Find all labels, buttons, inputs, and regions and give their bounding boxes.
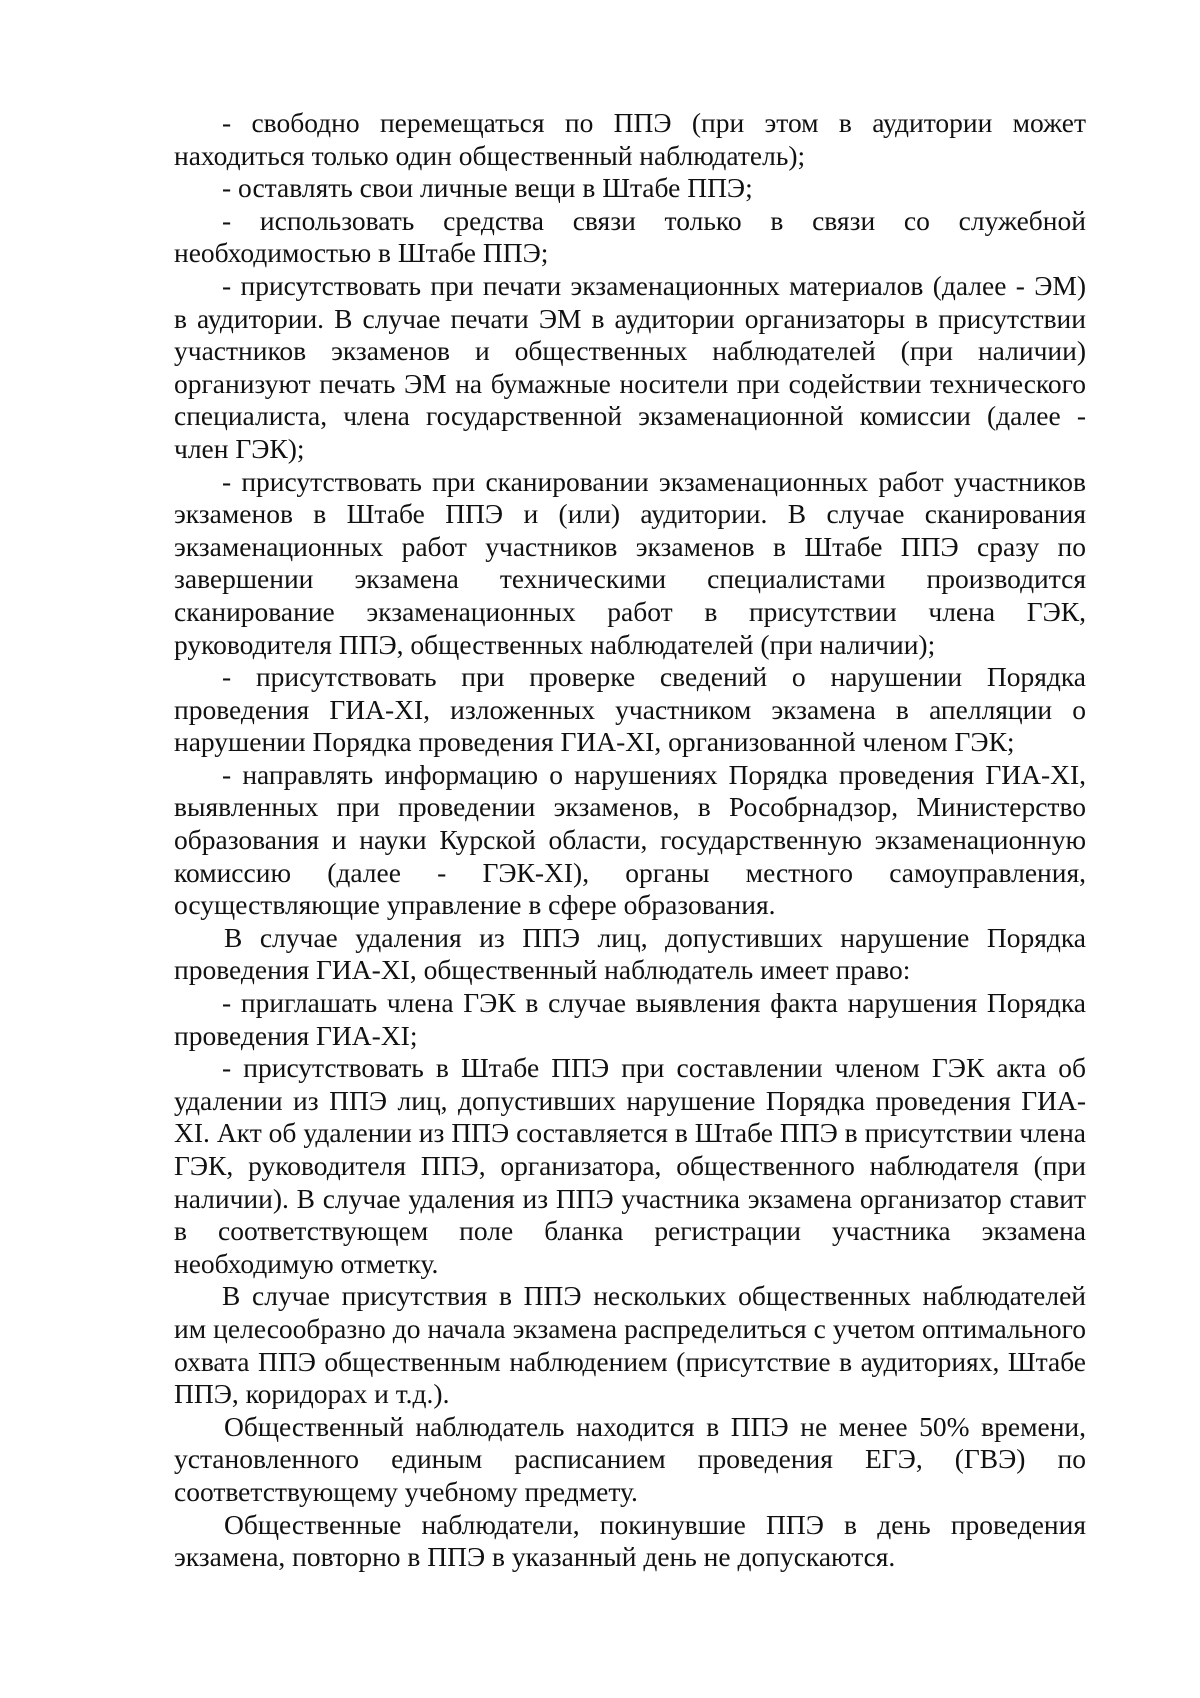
paragraph-multiple-observers: В случае присутствия в ППЭ нескольких общественных наблюдателей им целесообразно до начала экзамена распределиться с учетом оптимального охвата ППЭ общественным наблюдением (присутствие в аудиториях, Штабе ППЭ, коридорах и т.д.). bbox=[174, 1280, 1086, 1410]
paragraph-invite-gek-member: - приглашать члена ГЭК в случае выявления факта нарушения Порядка проведения ГИА-XI; bbox=[174, 987, 1086, 1051]
paragraph-time-presence: Общественный наблюдатель находится в ППЭ не менее 50% времени, установленного единым расписанием проведения ЕГЭ, (ГВЭ) по соответствующему учебному предмету. bbox=[174, 1410, 1086, 1507]
paragraph-communication-devices: - использовать средства связи только в связи со служебной необходимостью в Штабе ППЭ; bbox=[174, 204, 1086, 269]
paragraph-removal-rights: В случае удаления из ППЭ лиц, допустивших нарушение Порядка проведения ГИА-XI, общественный наблюдатель имеет право: bbox=[174, 921, 1086, 986]
paragraph-printing-materials: - присутствовать при печати экзаменационных материалов (далее - ЭМ) в аудитории. В случае печати ЭМ в аудитории организаторы в присутствии участников экзаменов и общественных наблюдателей (при наличии) организуют печать ЭМ на бумажные носители при содействии технического специалиста, члена государственной экзаменационной комиссии (далее - член ГЭК); bbox=[174, 269, 1086, 464]
paragraph-no-readmission: Общественные наблюдатели, покинувшие ППЭ в день проведения экзамена, повторно в ППЭ в указанный день не допускаются. bbox=[174, 1508, 1086, 1573]
paragraph-violation-check: - присутствовать при проверке сведений о нарушении Порядка проведения ГИА-XI, изложенных участником экзамена в апелляции о нарушении Порядка проведения ГИА-XI, организованной членом ГЭК; bbox=[174, 661, 1086, 758]
paragraph-send-information: - направлять информацию о нарушениях Порядка проведения ГИА-XI, выявленных при проведении экзаменов, в Рособрнадзор, Министерство образования и науки Курской области, государственную экзаменационную комиссию (далее - ГЭК-XI), органы местного самоуправления, осуществляющие управление в сфере образования. bbox=[174, 758, 1086, 921]
paragraph-removal-act: - присутствовать в Штабе ППЭ при составлении членом ГЭК акта об удалении из ППЭ лиц, допустивших нарушение Порядка проведения ГИА-XI. Акт об удалении из ППЭ составляется в Штабе ППЭ в присутствии члена ГЭК, руководителя ППЭ, организатора, общественного наблюдателя (при наличии). В случае удаления из ППЭ участника экзамена организатор ставит в соответствующем поле бланка регистрации участника экзамена необходимую отметку. bbox=[174, 1052, 1086, 1279]
paragraph-personal-belongings: - оставлять свои личные вещи в Штабе ППЭ; bbox=[222, 172, 753, 204]
paragraph-scanning-works: - присутствовать при сканировании экзаменационных работ участников экзаменов в Штабе ППЭ и (или) аудитории. В случае сканирования экзаменационных работ участников экзаменов в Штабе ППЭ сразу по завершении экзамена техническими специалистами производится сканирование экзаменационных работ в присутствии члена ГЭК, руководителя ППЭ, общественных наблюдателей (при наличии); bbox=[174, 465, 1086, 660]
paragraph-move-freely: - свободно перемещаться по ППЭ (при этом в аудитории может находиться только один общественный наблюдатель); bbox=[174, 107, 1086, 171]
document-body bbox=[174, 107, 1086, 1574]
